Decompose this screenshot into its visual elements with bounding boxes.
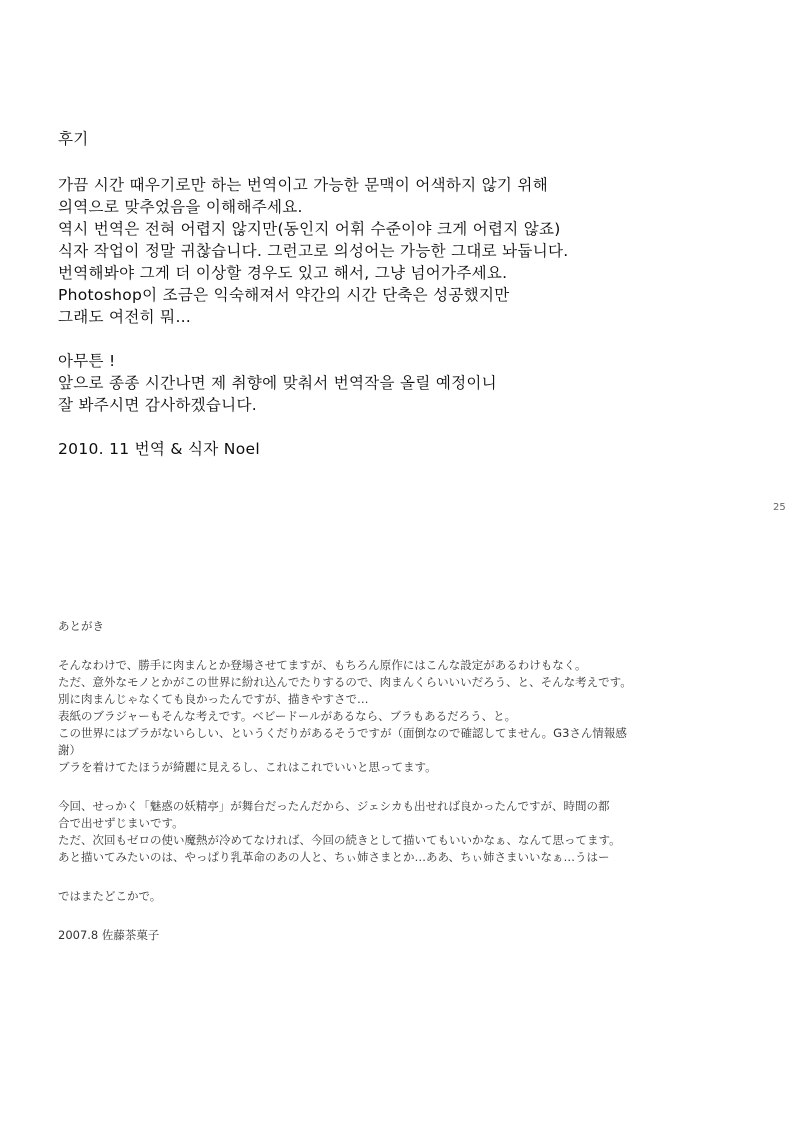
korean-line: Photoshop이 조금은 익숙해져서 약간의 시간 단축은 성공했지만 [58,286,510,304]
korean-afterword [58,128,758,460]
spacer [58,150,758,174]
japanese-line: この世界にはブラがないらしい、というくだりがあるそうですが（面倒なので確認してません。G3さん情報感 [58,726,627,740]
japanese-heading: あとがき [58,619,104,633]
korean-line: 역시 번역은 전혀 어렵지 않지만(동인지 어휘 수준이야 크게 어렵지 않죠) [58,220,561,238]
korean-line: 가끔 시간 때우기로만 하는 번역이고 가능한 문맥이 어색하지 않기 위해 [58,176,548,194]
japanese-line: 謝） [58,743,81,757]
japanese-signature: 2007.8 佐藤茶菓子 [58,928,160,942]
japanese-line: ただ、意外なモノとかがこの世界に紛れ込んでたりするので、肉まんくらいいいだろう、と、そんな考えです。 [58,675,632,689]
japanese-line: ブラを着けてたほうが綺麗に見えるし、これはこれでいいと思ってます。 [58,760,437,774]
japanese-closing: ではまたどこかで。 [58,889,162,903]
korean-line: 번역해봐야 그게 더 이상할 경우도 있고 해서, 그냥 넘어가주세요. [58,264,508,282]
korean-line: 그래도 여전히 뭐… [58,308,192,326]
japanese-line: 別に肉まんじゃなくても良かったんですが、描きやすさで… [58,692,369,706]
japanese-afterword [58,618,778,944]
korean-line: 아무튼 ! [58,352,116,370]
japanese-line: そんなわけで、勝手に肉まんとか登場させてますが、もちろん原作にはこんな設定があるわけもなく。 [58,658,587,672]
spacer [58,328,758,350]
japanese-line: 合で出せずじまいです。 [58,816,184,830]
korean-heading: 후기 [58,130,89,148]
japanese-line: 表紙のブラジャーもそんな考えです。ベビードールがあるなら、ブラもあるだろう、と。 [58,709,517,723]
japanese-line: あと描いてみたいのは、やっぱり乳革命のあの人と、ちぃ姉さまとか…ああ、ちぃ姉さまいいなぁ…うはー [58,850,610,864]
korean-line: 앞으로 종종 시간나면 제 취향에 맞춰서 번역작을 올릴 예정이니 [58,374,497,392]
spacer [58,416,758,438]
spacer [58,776,778,798]
spacer [58,866,778,888]
korean-line: 의역으로 맞추었음을 이해해주세요. [58,198,303,216]
korean-line: 식자 작업이 정말 귀찮습니다. 그런고로 의성어는 가능한 그대로 놔둡니다. [58,242,569,260]
spacer [58,905,778,927]
spacer [58,635,778,657]
japanese-line: 今回、せっかく「魅惑の妖精亭」が舞台だったんだから、ジェシカも出せれば良かったんですが、時間の都 [58,799,610,813]
korean-signature: 2010. 11 번역 & 식자 Noel [58,440,260,458]
page-number: 25 [773,502,786,513]
korean-line: 잘 봐주시면 감사하겠습니다. [58,396,257,414]
japanese-line: ただ、次回もゼロの使い魔熱が冷めてなければ、今回の続きとして描いてもいいかなぁ、なんて思ってます。 [58,833,621,847]
